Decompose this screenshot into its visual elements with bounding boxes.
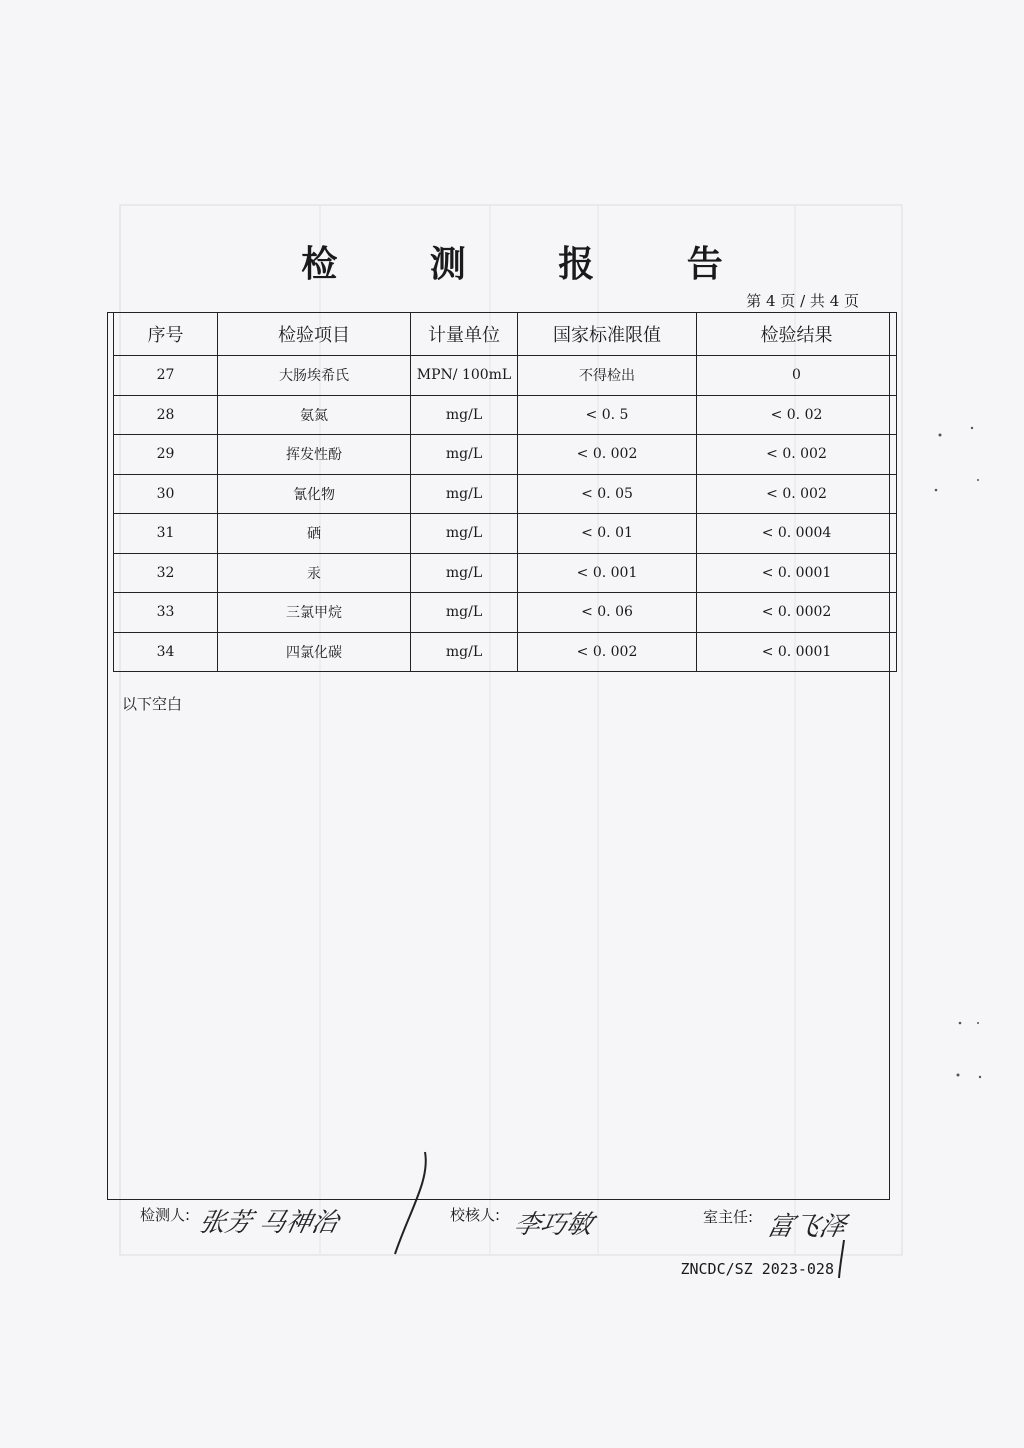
cell-item: 氰化物 <box>218 474 411 514</box>
tester-label: 检测人: <box>140 1206 191 1224</box>
tester-signature: 张芳 马神治 <box>196 1208 341 1238</box>
cell-unit: mg/L <box>411 474 518 514</box>
page-indicator: 第 4 页 / 共 4 页 <box>746 292 859 310</box>
table-row <box>114 632 897 672</box>
cell-result: < 0. 0004 <box>697 514 897 554</box>
table-row <box>114 593 897 633</box>
cell-unit: mg/L <box>411 514 518 554</box>
director-label: 室主任: <box>703 1208 754 1226</box>
cell-item: 四氯化碳 <box>218 632 411 672</box>
table-row <box>114 553 897 593</box>
scan-speckles <box>930 420 990 500</box>
cell-unit: mg/L <box>411 395 518 435</box>
cell-no: 29 <box>114 435 218 475</box>
cell-result: < 0. 002 <box>697 435 897 475</box>
header-limit: 国家标准限值 <box>518 313 697 356</box>
cell-item: 挥发性酚 <box>218 435 411 475</box>
cell-limit: < 0. 002 <box>518 632 697 672</box>
table-row <box>114 356 897 396</box>
cell-no: 34 <box>114 632 218 672</box>
table-row <box>114 395 897 435</box>
cell-limit: < 0. 06 <box>518 593 697 633</box>
signature-tail-stroke <box>836 1240 848 1280</box>
cell-unit: mg/L <box>411 553 518 593</box>
cell-item: 三氯甲烷 <box>218 593 411 633</box>
scan-speckles-lower <box>950 1015 990 1095</box>
header-no: 序号 <box>114 313 218 356</box>
cell-item: 硒 <box>218 514 411 554</box>
cell-result: < 0. 02 <box>697 395 897 435</box>
results-table <box>113 312 897 672</box>
cell-item: 氨氮 <box>218 395 411 435</box>
cell-item: 大肠埃希氏 <box>218 356 411 396</box>
cell-no: 28 <box>114 395 218 435</box>
cell-limit: < 0. 001 <box>518 553 697 593</box>
header-item: 检验项目 <box>218 313 411 356</box>
cell-unit: mg/L <box>411 632 518 672</box>
cell-result: < 0. 0002 <box>697 593 897 633</box>
cell-limit: < 0. 05 <box>518 474 697 514</box>
report-title: 检 测 报 告 <box>301 244 763 285</box>
cell-no: 30 <box>114 474 218 514</box>
cell-no: 31 <box>114 514 218 554</box>
cell-unit: mg/L <box>411 593 518 633</box>
cell-unit: mg/L <box>411 435 518 475</box>
cell-limit: < 0. 5 <box>518 395 697 435</box>
header-result: 检验结果 <box>697 313 897 356</box>
cell-result: < 0. 0001 <box>697 553 897 593</box>
signature-row <box>0 1200 1024 1280</box>
table-row <box>114 435 897 475</box>
cell-limit: < 0. 01 <box>518 514 697 554</box>
cell-no: 33 <box>114 593 218 633</box>
checker-signature: 李巧敏 <box>511 1210 596 1240</box>
blank-below-note: 以下空白 <box>122 695 183 713</box>
header-unit: 计量单位 <box>411 313 518 356</box>
table-header-row <box>114 313 897 356</box>
table-row <box>114 474 897 514</box>
table-row <box>114 514 897 554</box>
cell-unit: MPN/ 100mL <box>411 356 518 396</box>
signature-stroke <box>380 1150 440 1260</box>
cell-no: 32 <box>114 553 218 593</box>
cell-item: 汞 <box>218 553 411 593</box>
cell-result: < 0. 002 <box>697 474 897 514</box>
director-signature: 富飞泽 <box>764 1212 849 1242</box>
checker-label: 校核人: <box>450 1206 501 1224</box>
cell-result: < 0. 0001 <box>697 632 897 672</box>
cell-no: 27 <box>114 356 218 396</box>
document-number: ZNCDC/SZ 2023-028 <box>680 1260 834 1278</box>
cell-result: 0 <box>697 356 897 396</box>
cell-limit: 不得检出 <box>518 356 697 396</box>
cell-limit: < 0. 002 <box>518 435 697 475</box>
